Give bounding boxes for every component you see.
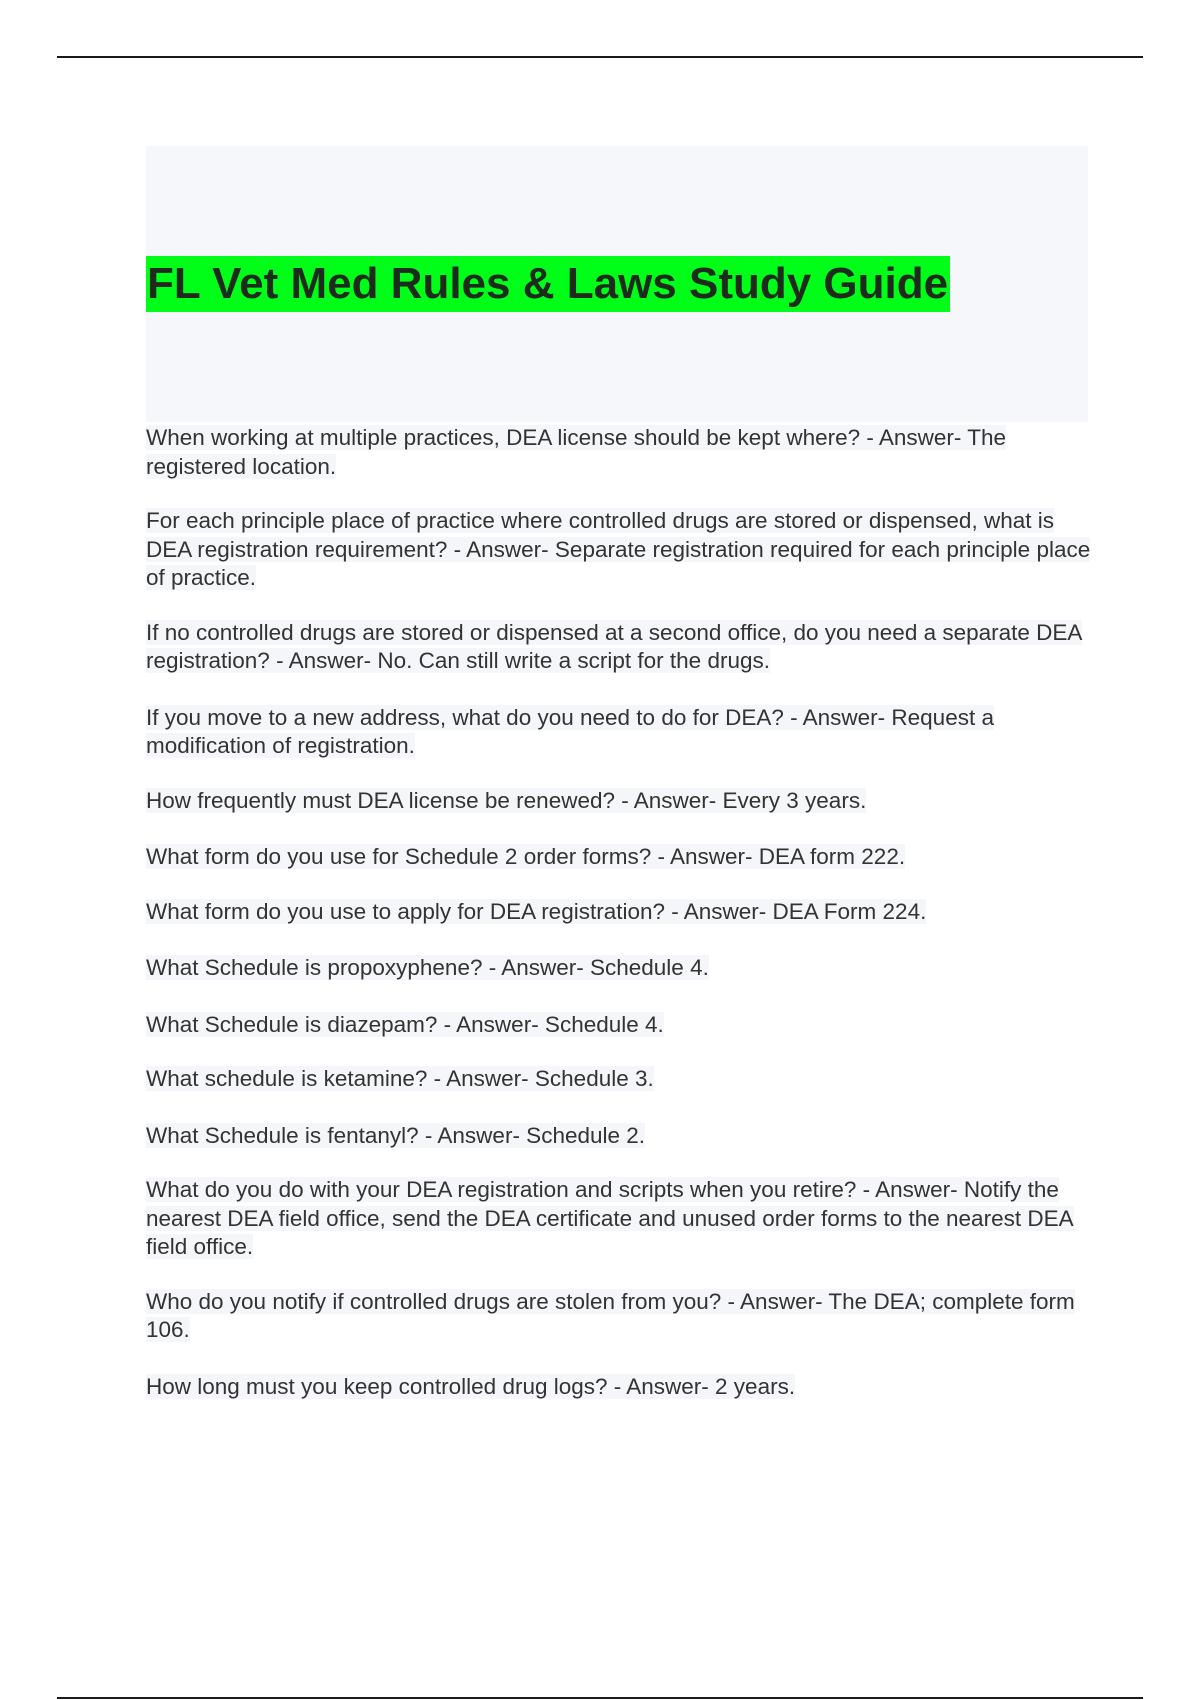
qa-text: How frequently must DEA license be renewed? - Answer- Every 3 years. (146, 787, 867, 813)
qa-text: If you move to a new address, what do you need to do for DEA? - Answer- Request a modification of registration. (146, 704, 994, 758)
qa-text: Who do you notify if controlled drugs are stolen from you? - Answer- The DEA; complete form 106. (146, 1288, 1075, 1342)
qa-item (146, 787, 1096, 816)
qa-item (146, 507, 1096, 593)
qa-text: When working at multiple practices, DEA license should be kept where? - Answer- The registered location. (146, 425, 1006, 479)
qa-text: What Schedule is propoxyphene? - Answer- Schedule 4. (146, 955, 709, 980)
qa-item (146, 424, 1096, 481)
qa-text: What do you do with your DEA registration and scripts when you retire? - Answer- Notify the nearest DEA field office, send the DEA certificate and unused order forms to the nearest DEA field office. (146, 1177, 1074, 1259)
qa-text: What Schedule is fentanyl? - Answer- Schedule 2. (146, 1122, 646, 1148)
qa-item (146, 1011, 1096, 1040)
title-block (146, 146, 1088, 422)
qa-text: How long must you keep controlled drug logs? - Answer- 2 years. (146, 1373, 796, 1399)
qa-text: What form do you use for Schedule 2 order forms? - Answer- DEA form 222. (146, 844, 906, 869)
qa-item (146, 954, 1096, 983)
qa-item (146, 898, 1096, 927)
qa-item (146, 1176, 1096, 1262)
qa-item (146, 619, 1096, 676)
qa-item (146, 1373, 1096, 1402)
qa-list (146, 424, 1096, 1401)
qa-text: For each principle place of practice where controlled drugs are stored or dispensed, what is DEA registration requirement? - Answer- Separate registration required for each principle place of practice. (146, 508, 1091, 590)
qa-item (146, 1122, 1096, 1151)
bottom-rule (57, 1697, 1143, 1699)
qa-text: What form do you use to apply for DEA registration? - Answer- DEA Form 224. (146, 898, 927, 924)
document-title: FL Vet Med Rules & Laws Study Guide (146, 256, 950, 312)
qa-text: What schedule is ketamine? - Answer- Schedule 3. (146, 1066, 654, 1091)
top-rule (57, 56, 1143, 58)
qa-item (146, 1288, 1096, 1345)
qa-item (146, 843, 1096, 872)
qa-text: If no controlled drugs are stored or dispensed at a second office, do you need a separate DEA registration? - Answer- No. Can still write a script for the drugs. (146, 619, 1083, 673)
qa-item (146, 1065, 1096, 1094)
qa-text: What Schedule is diazepam? - Answer- Schedule 4. (146, 1011, 664, 1037)
qa-item (146, 704, 1096, 761)
